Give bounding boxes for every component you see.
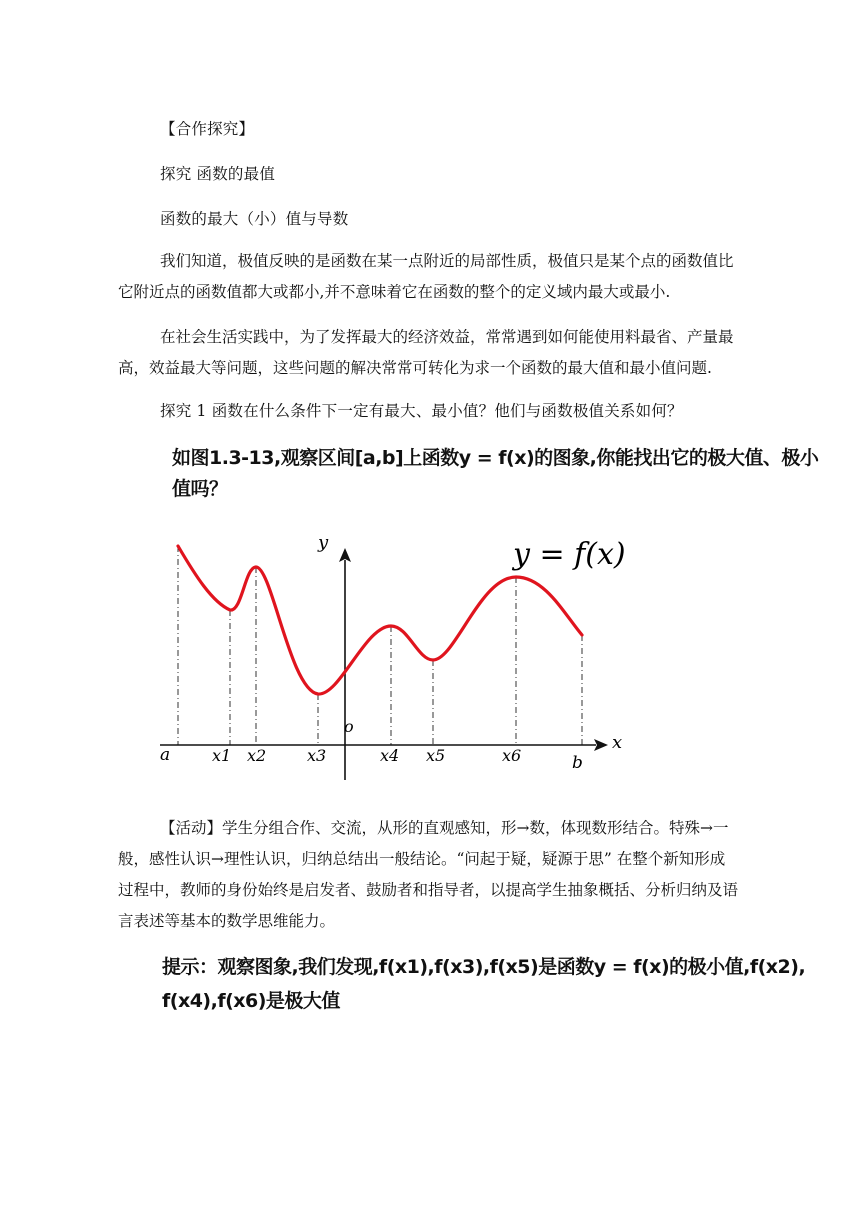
y-axis-arrow xyxy=(339,548,351,562)
label-x3: x3 xyxy=(307,746,327,765)
label-a: a xyxy=(160,745,171,765)
function-graph xyxy=(150,520,630,780)
hint-line2: f(x4),f(x6)是极大值 xyxy=(162,990,340,1012)
x-axis-label: x xyxy=(612,732,623,753)
hint-line1: 提示：观察图象,我们发现,f(x1),f(x3),f(x5)是函数y = f(x)的极小值,f(x2), xyxy=(162,956,806,978)
activity-paragraph: 【活动】学生分组合作、交流，从形的直观感知，形→数，体现数形结合。特殊→一般，感性认识→理性认识，归纳总结出一般结论。“问起于疑，疑源于思” 在整个新知形成过程中，教师的身份始终是启发者、鼓励者和指导者，以提高学生抽象概括、分析归纳及语言表述等基本的数学思维能力。 xyxy=(118,819,739,930)
label-x5: x5 xyxy=(426,746,446,765)
label-x2: x2 xyxy=(247,746,267,765)
origin-label: o xyxy=(344,717,354,736)
x-axis-arrow xyxy=(594,739,608,751)
question-text: 探究 1 函数在什么条件下一定有最大、最小值？他们与函数极值关系如何？ xyxy=(160,402,683,420)
function-label: y = f(x) xyxy=(513,537,626,572)
label-x1: x1 xyxy=(212,746,232,765)
figure-prompt-line1: 如图1.3-13,观察区间[a,b]上函数y = f(x)的图象,你能找出它的极大值、极小 xyxy=(172,447,819,469)
y-axis-label: y xyxy=(318,532,329,553)
paragraph-application: 在社会生活实践中，为了发挥最大的经济效益，常常遇到如何能使用料最省、产量最高，效益最大等问题，这些问题的解决常常可转化为求一个函数的最大值和最小值问题. xyxy=(118,328,734,377)
subsection-heading: 探究 函数的最值 xyxy=(160,165,276,183)
figure-prompt-line2: 值吗？ xyxy=(172,478,228,500)
label-x4: x4 xyxy=(380,746,400,765)
section-heading: 【合作探究】 xyxy=(160,120,255,138)
paragraph-extrema: 我们知道，极值反映的是函数在某一点附近的局部性质，极值只是某个点的函数值比它附近点的函数值都大或都小,并不意味着它在函数的整个的定义域内最大或最小. xyxy=(118,252,734,301)
label-x6: x6 xyxy=(502,746,522,765)
label-b: b xyxy=(572,753,583,773)
topic-heading: 函数的最大（小）值与导数 xyxy=(160,210,349,228)
